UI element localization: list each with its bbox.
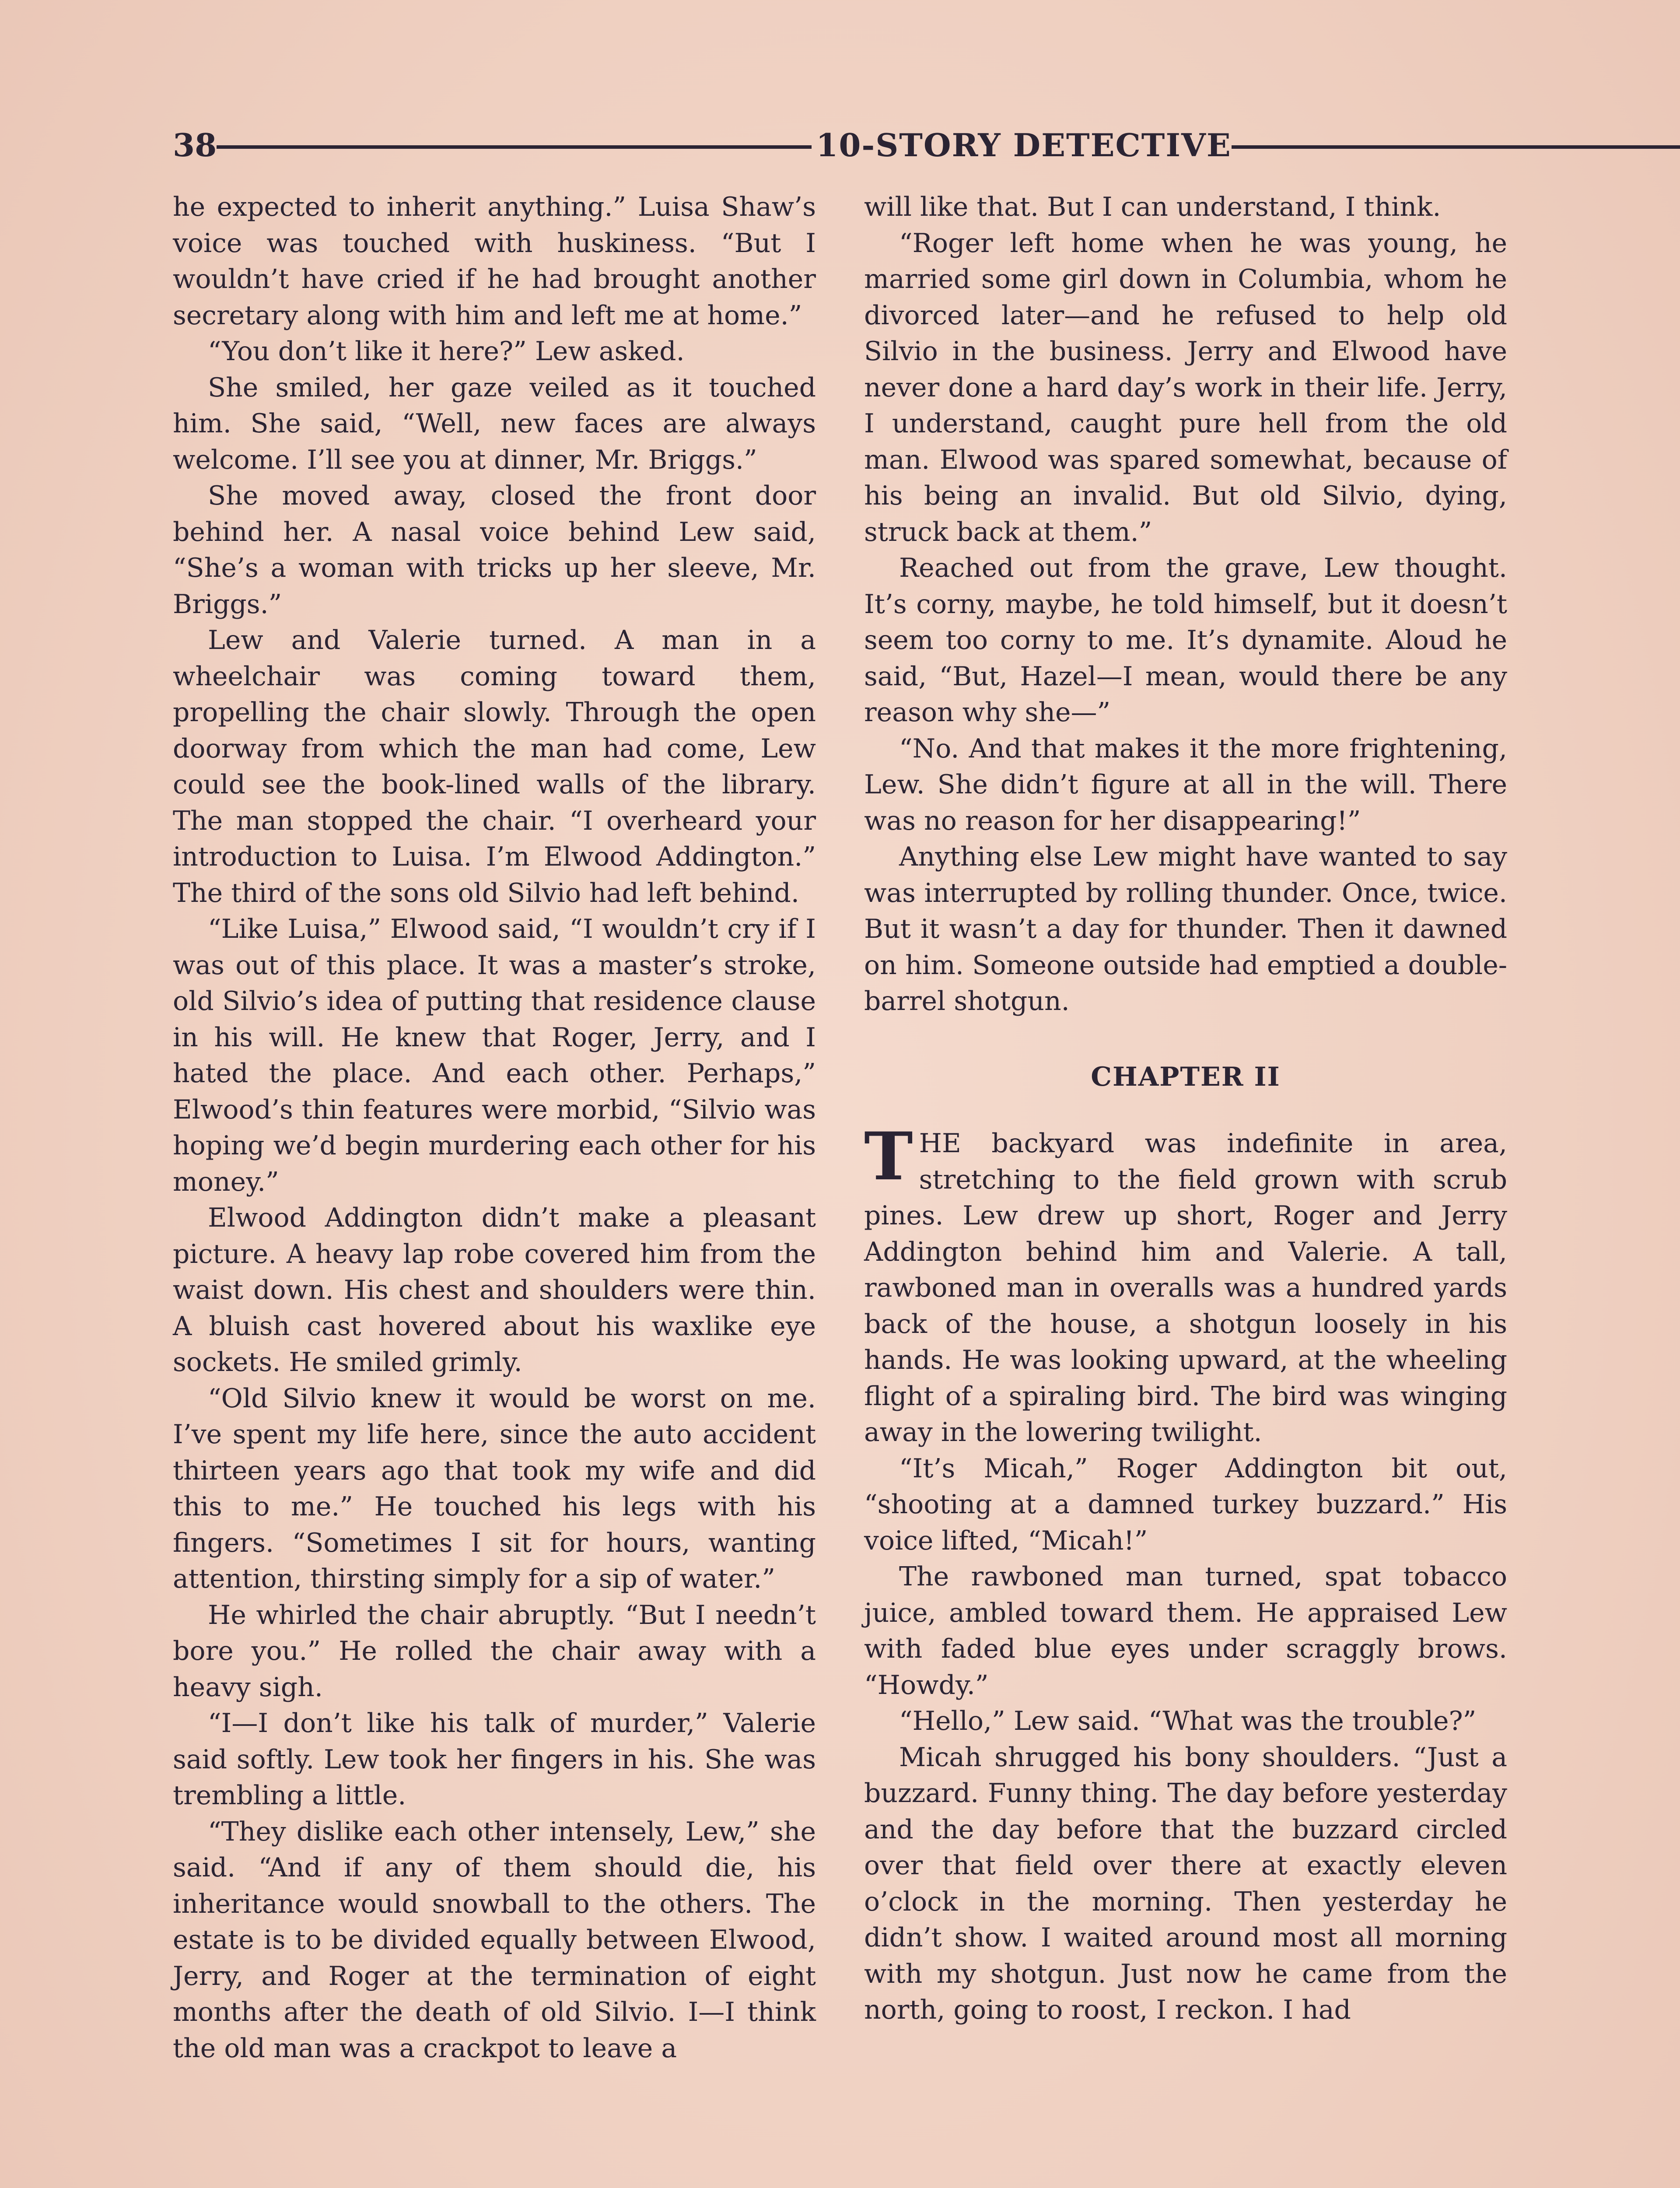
paragraph: “No. And that makes it the more frightening, Lew. She didn’t figure at all in the will. There was no reason for her disappearing!” [864,733,1507,836]
paragraph: “They dislike each other intensely, Lew,” she said. “And if any of them should die, his inheritance would snowball to the others. The estate is to be divided equally between Elwood, Jerry, and Roger at the termination of eight months after the death of old Silvio. I—I think the old man was a crackpot to leave a [173,1816,816,2064]
paragraph: “I—I don’t like his talk of murder,” Valerie said softly. Lew took her fingers in his. She was trembling a little. [173,1708,816,1811]
paragraph: Reached out from the grave, Lew thought. It’s corny, maybe, he told himself, but it doesn’t seem too corny to me. It’s dynamite. Aloud he said, “But, Hazel—I mean, would there be any reason why she—” [864,553,1507,728]
header-rule-left [217,145,812,149]
page-header [173,128,1512,163]
paragraph: “Roger left home when he was young, he married some girl down in Columbia, whom he divorced later—and he refused to help old Silvio in the business. Jerry and Elwood have never done a hard day’s work in their life. Jerry, I understand, caught pure hell from the old man. Elwood was spared somewhat, because of his being an invalid. But old Silvio, dying, struck back at them.” [864,228,1507,547]
paragraph: he expected to inherit anything.” Luisa Shaw’s voice was touched with huskiness. “But I wouldn’t have cried if he had brought another secretary along with him and left me at home.” [173,192,816,331]
paragraph: “Old Silvio knew it would be worst on me. I’ve spent my life here, since the auto accident thirteen years ago that took my wife and did this to me.” He touched his legs with his fingers. “Sometimes I sit for hours, wanting attention, thirsting simply for a sip of water.” [173,1383,816,1594]
chapter-opening-paragraph [864,1118,1507,1451]
paragraph: “Like Luisa,” Elwood said, “I wouldn’t cry if I was out of this place. It was a master’s stroke, old Silvio’s idea of putting that residence clause in his will. He knew that Roger, Jerry, and I hated the place. And each other. Perhaps,” Elwood’s thin features were morbid, “Silvio was hoping we’d begin murdering each other for his money.” [173,914,816,1197]
paragraph: “Hello,” Lew said. “What was the trouble?” [899,1706,1477,1736]
right-column [864,189,1507,2028]
chapter-heading: CHAPTER II [1091,1061,1281,1092]
paragraph: He whirled the chair abruptly. “But I needn’t bore you.” He rolled the chair away with a heavy sigh. [173,1599,816,1703]
paragraph: Anything else Lew might have wanted to say was interrupted by rolling thunder. Once, twice. But it wasn’t a day for thunder. Then it dawned on him. Someone outside had emptied a double-barrel shotgun. [864,842,1507,1017]
paragraph: Micah shrugged his bony shoulders. “Just a buzzard. Funny thing. The day before yesterday and the day before that the buzzard circled over that field over there at exactly eleven o’clock in the morning. Then yesterday he didn’t show. I waited around most all morning with my shotgun. Just now he came from the north, going to roost, I reckon. I had [864,1742,1507,2025]
paragraph: “It’s Micah,” Roger Addington bit out, “shooting at a damned turkey buzzard.” His voice lifted, “Micah!” [864,1453,1507,1556]
paragraph: Lew and Valerie turned. A man in a wheelchair was coming toward them, propelling the chair slowly. Through the open doorway from which the man had come, Lew could see the book-lined walls of the library. The man stopped the chair. “I overheard your introduction to Luisa. I’m Elwood Addington.” The third of the sons old Silvio had left behind. [173,625,816,908]
chapter-opening-text: HE backyard was indefinite in area, stretching to the field grown with scrub pines. Lew drew up short, Roger and Jerry Addington behind him and Valerie. A tall, rawboned man in overalls was a hundred yards back of the house, a shotgun loosely in his hands. He was looking upward, at the wheeling flight of a spiraling bird. The bird was winging away in the lowering twilight. [864,1128,1507,1448]
paragraph: She moved away, closed the front door behind her. A nasal voice behind Lew said, “She’s a woman with tricks up her sleeve, Mr. Briggs.” [173,480,816,620]
page-number: 38 [173,126,217,164]
paragraph: Elwood Addington didn’t make a pleasant picture. A heavy lap robe covered him from the waist down. His chest and shoulders were thin. A bluish cast hovered about his waxlike eye sockets. He smiled grimly. [173,1203,816,1378]
header-rule-right [1232,145,1680,149]
drop-cap-letter: T [864,1118,913,1195]
left-column [173,189,816,2066]
paragraph: She smiled, her gaze veiled as it touched him. She said, “Well, new faces are always welcome. I’ll see you at dinner, Mr. Briggs.” [173,372,816,475]
paragraph: will like that. But I can understand, I think. [864,192,1441,222]
paragraph: The rawboned man turned, spat tobacco juice, ambled toward them. He appraised Lew with faded blue eyes under scraggly brows. “Howdy.” [864,1561,1507,1701]
magazine-title: 10-STORY DETECTIVE [816,126,1232,164]
paragraph: “You don’t like it here?” Lew asked. [208,336,685,367]
